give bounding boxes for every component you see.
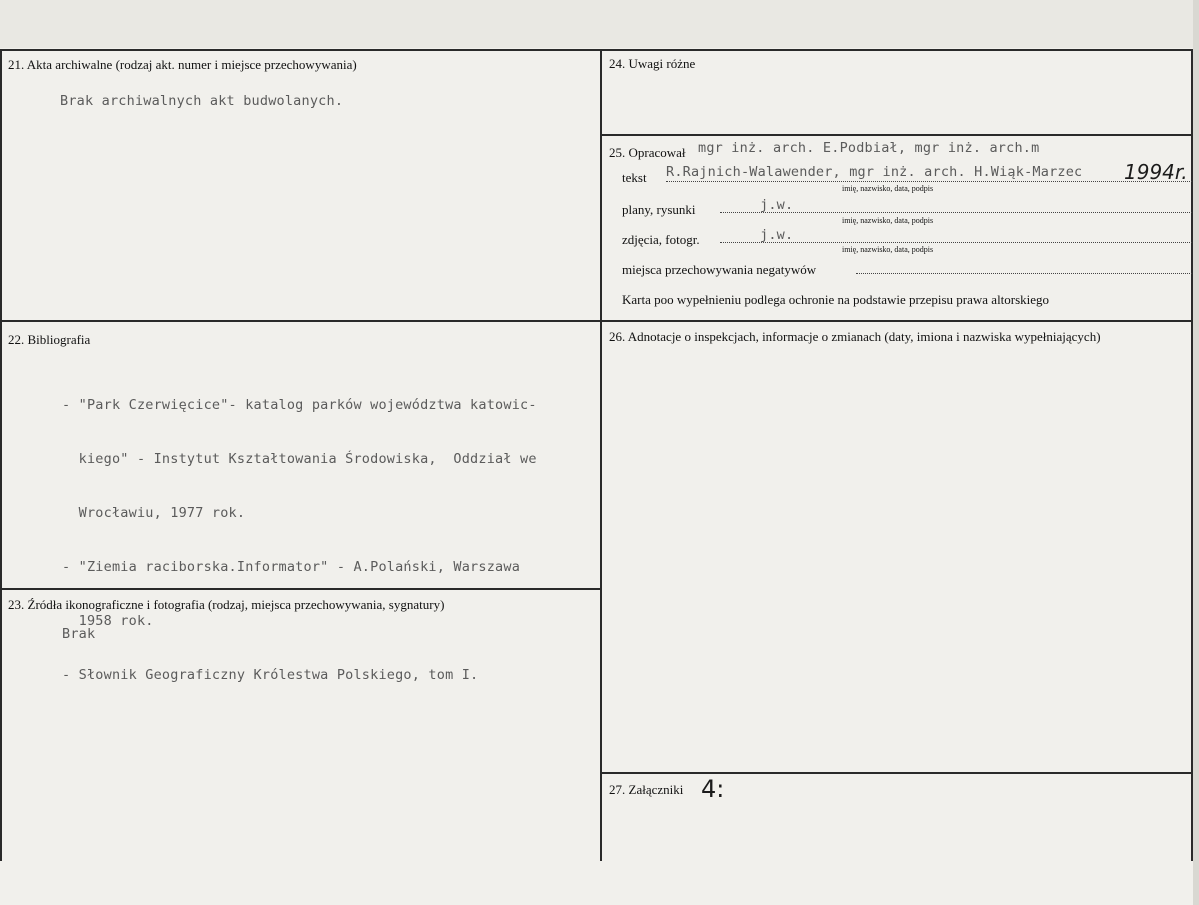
negatywy-dotted-line	[856, 273, 1192, 274]
section-23-label: 23. Źródła ikonograficzne i fotografia (rodzaj, miejsca przechowywania, sygnatury)	[8, 597, 445, 612]
divider-24-25	[600, 134, 1193, 136]
bibliography-line: - Słownik Geograficzny Królestwa Polskiego, tom I.	[62, 667, 479, 683]
author-line-2: R.Rajnich-Walawender, mgr inż. arch. H.Wiąk-Marzec	[666, 164, 1083, 180]
section-27-label: 27. Załączniki	[609, 782, 684, 797]
section-21-content: Brak archiwalnych akt budwolanych.	[60, 93, 344, 109]
bibliography-line: kiego" - Instytut Kształtowania Środowiska, Oddział we	[62, 451, 537, 467]
divider-25-26	[600, 320, 1193, 322]
year-handwritten: 1994r.	[1124, 160, 1188, 184]
top-band	[0, 0, 1199, 48]
zdjecia-value: j.w.	[760, 227, 794, 243]
center-divider	[600, 49, 602, 861]
zdjecia-dotted-line	[720, 242, 1192, 243]
bibliography-line: 1958 rok.	[62, 613, 154, 629]
divider-26-27	[600, 772, 1193, 774]
bibliography-list	[62, 360, 537, 702]
left-border	[0, 49, 2, 861]
plany-value: j.w.	[760, 197, 794, 213]
bibliography-line: - "Ziemia raciborska.Informator" - A.Polański, Warszawa	[62, 559, 521, 575]
negatywy-label: miejsca przechowywania negatywów	[622, 262, 817, 277]
tekst-dotted-line	[666, 181, 1192, 182]
section-26-label: 26. Adnotacje o inspekcjach, informacje o zmianach (daty, imiona i nazwiska wypełniających)	[609, 329, 1101, 344]
bibliography-line: Wrocławiu, 1977 rok.	[62, 505, 246, 521]
section-25-label: 25. Opracował	[609, 145, 686, 160]
zdjecia-label: zdjęcia, fotogr.	[622, 232, 700, 247]
right-edge	[1193, 0, 1199, 905]
plany-dotted-line	[720, 212, 1192, 213]
author-line-1: mgr inż. arch. E.Podbiał, mgr inż. arch.m	[698, 140, 1040, 156]
karta-note: Karta poo wypełnieniu podlega ochronie na podstawie przepisu prawa altorskiego	[622, 292, 1050, 307]
section-24-label: 24. Uwagi różne	[609, 56, 696, 71]
attachments-count: 4:	[701, 775, 725, 803]
bibliography-line: - "Park Czerwięcice"- katalog parków województwa katowic-	[62, 397, 537, 413]
section-23-content: Brak	[62, 626, 96, 642]
right-border	[1191, 49, 1193, 861]
plany-label: plany, rysunki	[622, 202, 696, 217]
top-border	[0, 49, 1193, 51]
divider-21-22	[0, 320, 601, 322]
section-22-label: 22. Bibliografia	[8, 332, 91, 347]
zdjecia-hint: imię, nazwisko, data, podpis	[842, 245, 934, 254]
plany-hint: imię, nazwisko, data, podpis	[842, 216, 934, 225]
tekst-hint: imię, nazwisko, data, podpis	[842, 184, 934, 193]
section-21-label: 21. Akta archiwalne (rodzaj akt. numer i miejsce przechowywania)	[8, 57, 357, 72]
tekst-label: tekst	[622, 170, 647, 185]
